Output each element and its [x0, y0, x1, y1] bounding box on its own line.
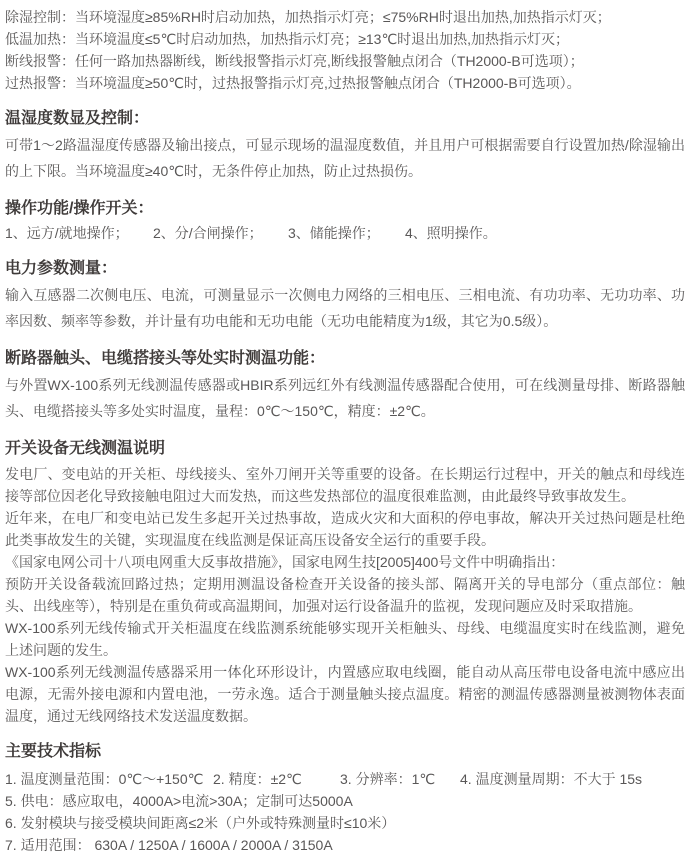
section-wireless-temp-description: [5, 439, 685, 727]
section-heading-operation: 操作功能/操作开关：: [5, 200, 154, 217]
spec-item-accuracy: 2. 精度：±2℃: [213, 771, 302, 787]
paragraph-wx100-sensor-design: WX-100系列无线测温传感器采用一体化环形设计，内置感应取电线圈，能自动从高压带电设备电流中感应出电源，无需外接电源和内置电池，一劳永逸。适合于测量触头接点温度。精密的测温传感器测量被测物体表面温度，通过无线网络技术发送温度数据。: [5, 664, 685, 724]
section-temp-humidity-display: [5, 109, 685, 184]
feature-line-overheat-alarm: 过热报警：当环境温度≥50℃时，过热报警指示灯亮,过热报警触点闭合（TH2000-B可选项）。: [5, 75, 581, 91]
section-operation-switch: [5, 199, 685, 244]
feature-line-wire-break-alarm: 断线报警：任何一路加热器断线，断线报警指示灯亮,断线报警触点闭合（TH2000-B可选项）；: [5, 53, 584, 69]
wireless-desc-paragraphs: [5, 463, 685, 727]
section-heading-main-specs: 主要技术指标: [5, 743, 102, 760]
section-heading-power-parameter: 电力参数测量：: [5, 260, 118, 277]
operation-items-row: [5, 222, 685, 244]
section-heading-realtime-temp: 断路器触头、电缆搭接头等处实时测温功能：: [5, 350, 326, 367]
section-heading-wireless-desc: 开关设备无线测温说明: [5, 440, 166, 457]
paragraph-aging-heat-risk: 发电厂、变电站的开关柜、母线接头、室外刀闸开关等重要的设备。在长期运行过程中，开关的触点和母线连接等部位因老化导致接触电阻过大而发热，而这些发热部位的温度很难监测，由此最终导致事故发生。: [5, 466, 685, 504]
specs-row: [5, 768, 685, 790]
paragraph-prevention-measures: 预防开关设备载流回路过热；定期用测温设备检查开关设备的接头部、隔离开关的导电部分（重点部位：触头、出线座等），特别是在重负荷或高温期间，加强对运行设备温升的监视，发现问题应及时采取措施。: [5, 576, 685, 614]
section-realtime-temp-measure: [5, 349, 685, 424]
intro-feature-lines: [5, 6, 685, 94]
feature-line-dehumidify: 除湿控制：当环境湿度≥85%RH时启动加热，加热指示灯亮；≤75%RH时退出加热,加热指示灯灭；: [5, 9, 611, 25]
spec-item-resolution: 3. 分辨率：1℃: [340, 771, 436, 787]
feature-line-low-temp-heat: 低温加热：当环境温度≤5℃时启动加热，加热指示灯亮；≥13℃时退出加热,加热指示灯灭；: [5, 31, 570, 47]
spec-item-measure-range: 1. 温度测量范围：0℃～+150℃: [5, 771, 204, 787]
spec-line-power-supply: 5. 供电：感应取电，4000A>电流>30A；定制可达5000A: [5, 793, 353, 809]
operation-item-remote-local: 1、远方/就地操作；: [5, 225, 129, 241]
section-power-parameter: [5, 259, 685, 334]
paragraph-state-grid-document: 《国家电网公司十八项电网重大反事故措施》，国家电网生技[2005]400号文件中明确指出：: [5, 554, 565, 570]
spec-line-applicable-range: 7. 适用范围： 630A / 1250A / 1600A / 2000A / 3150A: [5, 837, 333, 853]
section-body-temp-humidity: 可带1～2路温湿度传感器及输出接点，可显示现场的温湿度数值，并且用户可根据需要自行设置加热/除湿输出的上下限。当环境温度≥40℃时，无条件停止加热，防止过热损伤。: [5, 137, 685, 179]
section-body-realtime-temp: 与外置WX-100系列无线测温传感器或HBIR系列远红外有线测温传感器配合使用，可在线测量母排、断路器触头、电缆搭接头等多处实时温度，量程：0℃～150℃，精度：±2℃。: [5, 377, 685, 419]
section-body-power-parameter: 输入互感器二次侧电压、电流，可测量显示一次侧电力网络的三相电压、三相电流、有功功率、无功功率、功率因数、频率等参数，并计量有功电能和无功电能（无功电能精度为1级，其它为0.5级）。: [5, 287, 685, 329]
operation-item-open-close: 2、分/合闸操作；: [153, 225, 263, 241]
operation-item-lighting: 4、照明操作。: [405, 225, 497, 241]
paragraph-wx100-system: WX-100系列无线传输式开关柜温度在线监测系统能够实现开关柜触头、母线、电缆温度实时在线监测，避免上述问题的发生。: [5, 620, 685, 658]
paragraph-overheat-accidents: 近年来，在电厂和变电站已发生多起开关过热事故，造成火灾和大面积的停电事故，解决开关过热问题是杜绝此类事故发生的关键，实现温度在线监测是保证高压设备安全运行的重要手段。: [5, 510, 685, 548]
operation-item-energy-storage: 3、储能操作；: [288, 225, 380, 241]
spec-item-measure-cycle: 4. 温度测量周期：不大于 15s: [460, 771, 643, 787]
section-heading-temp-humidity: 温湿度数显及控制：: [5, 110, 150, 127]
section-main-specs: [5, 742, 685, 856]
spec-line-module-distance: 6. 发射模块与接受模块间距离≤2米（户外或特殊测量时≤10米）: [5, 815, 396, 831]
